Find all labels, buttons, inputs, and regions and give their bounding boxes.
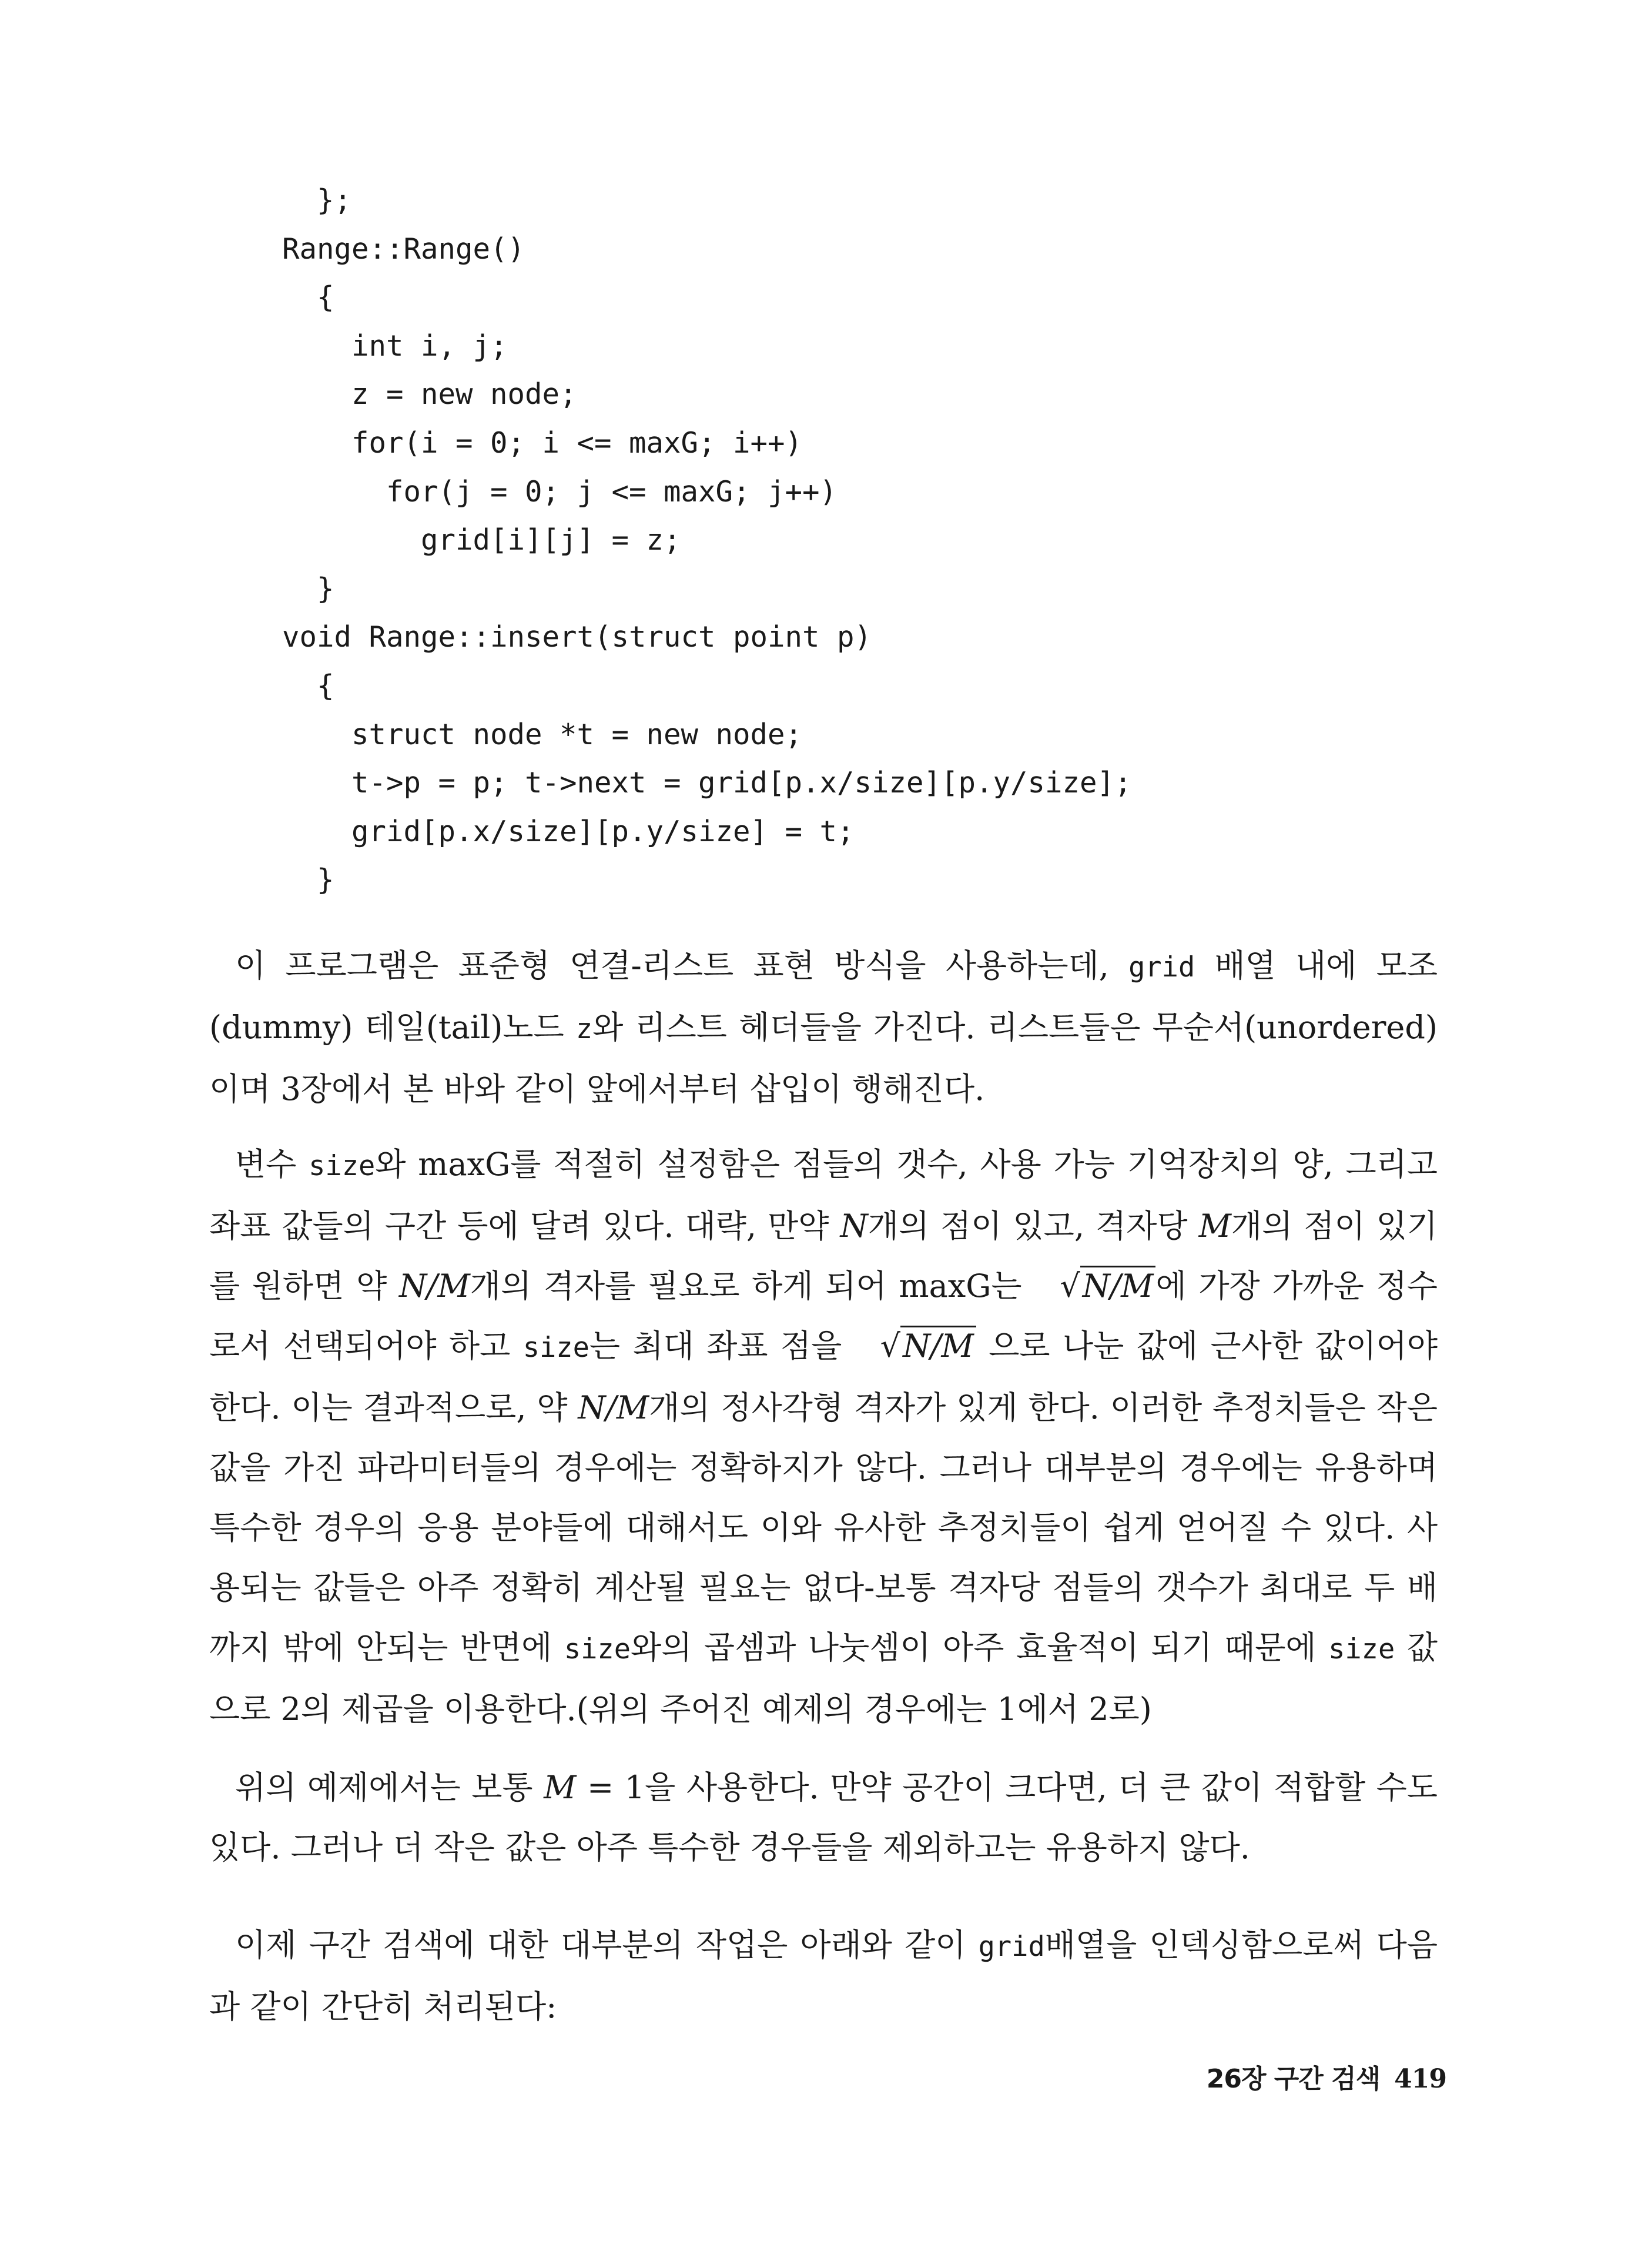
text: 와 maxG를 적절히 설정함은 점들의 갯수, 사용 가능 기억장치의 양, 그리고 좌표 값들의 구간 등에 달려 있다. 대략, 만약 <box>209 1146 1438 1245</box>
text: 개의 격자를 필요로 하게 되어 maxG는 <box>470 1267 1034 1304</box>
code-line: }; <box>282 183 352 217</box>
paragraph-3 <box>209 1758 1438 1878</box>
code-line: Range::Range() <box>282 232 525 266</box>
code-inline: grid <box>978 1931 1045 1963</box>
sqrt-expression <box>1034 1256 1155 1316</box>
text: 와의 곱셈과 나눗셈이 아주 효율적이 되기 때문에 <box>631 1629 1329 1666</box>
text: 는 최대 좌표 점을 <box>589 1327 855 1364</box>
page-number: 419 <box>1394 2064 1446 2094</box>
code-listing <box>282 176 1132 905</box>
code-line: void Range::insert(struct point p) <box>282 620 872 654</box>
text: 에 가장 가까운 정수로서 선택되어야 하고 <box>209 1267 1438 1364</box>
text: 와 리스트 헤더들을 가진다. 리스트들은 무순서(unordered)이며 3장에서 본 바와 같이 앞에서부터 삽입이 행해진다. <box>209 1009 1438 1108</box>
code-line: struct node *t = new node; <box>282 717 803 751</box>
text: 개의 정사각형 격자가 있게 한다. 이러한 추정치들은 작은 값을 가진 파라미터들의 경우에는 정확하지가 않다. 그러나 대부분의 경우에는 유용하며 특수한 경우의 응용 분야들에 대해서도 이와 유사한 추정치들이 쉽게 얻어질 수 있다. 사용되는 값들은 아주 정확히 계산될 필요는 없다-보통 격자당 점들의 갯수가 최대로 두 배까지 밖에 안되는 반면에 <box>209 1389 1438 1666</box>
code-inline: size <box>564 1633 631 1665</box>
text: 개의 점이 있고, 격자당 <box>867 1207 1199 1245</box>
code-line: int i, j; <box>282 329 508 363</box>
paragraph-2 <box>209 1135 1438 1740</box>
math-var: N <box>840 1207 868 1245</box>
math-var: M <box>1198 1207 1231 1245</box>
code-line: for(j = 0; j <= maxG; j++) <box>282 474 838 509</box>
code-inline: z <box>575 1013 593 1045</box>
sqrt-argument: N/M <box>1080 1266 1156 1304</box>
code-line: for(i = 0; i <= maxG; i++) <box>282 426 803 460</box>
code-line: { <box>282 668 334 703</box>
text: 배열 내에 모조(dummy) 테일(tail)노드 <box>209 947 1438 1046</box>
math-var: N/M <box>399 1267 470 1304</box>
sqrt-sign: √ <box>880 1327 901 1364</box>
text: 으로 나눈 값에 근사한 값이어야 한다. 이는 결과적으로, 약 <box>209 1327 1438 1426</box>
code-inline: size <box>522 1332 589 1364</box>
math-var: M <box>544 1769 577 1806</box>
code-line: t->p = p; t->next = grid[p.x/size][p.y/size]; <box>282 766 1132 800</box>
chapter-title: 26장 구간 검색 <box>1206 2064 1381 2094</box>
code-line: grid[i][j] = z; <box>282 523 681 557</box>
text: 이 프로그램은 표준형 연결-리스트 표현 방식을 사용하는데, <box>235 947 1129 984</box>
sqrt-argument: N/M <box>900 1326 976 1364</box>
page-footer <box>1207 2058 1446 2095</box>
paragraph-1 <box>209 936 1438 1119</box>
code-line: grid[p.x/size][p.y/size] = t; <box>282 814 855 848</box>
text: 배열을 인덱싱함으로써 다음과 같이 간단히 처리된다: <box>209 1926 1438 2025</box>
sqrt-expression <box>855 1316 976 1376</box>
code-inline: grid <box>1128 951 1195 984</box>
code-inline: size <box>309 1150 376 1182</box>
sqrt-sign: √ <box>1060 1267 1080 1304</box>
code-line: } <box>282 571 334 606</box>
text: 개의 점이 있기를 원하면 약 <box>209 1207 1438 1304</box>
paragraph-4 <box>209 1915 1438 2037</box>
math-var: N/M <box>578 1389 649 1426</box>
code-line: z = new node; <box>282 377 577 412</box>
text: 값으로 2의 제곱을 이용한다.(위의 주어진 예제의 경우에는 1에서 2로) <box>209 1629 1438 1728</box>
text: = 1을 사용한다. 만약 공간이 크다면, 더 큰 값이 적합할 수도 있다. 그러나 더 작은 값은 아주 특수한 경우들을 제외하고는 유용하지 않다. <box>209 1769 1438 1866</box>
code-inline: size <box>1328 1633 1395 1665</box>
text: 이제 구간 검색에 대한 대부분의 작업은 아래와 같이 <box>235 1926 979 1963</box>
code-line: { <box>282 280 334 315</box>
text: 변수 <box>235 1146 309 1183</box>
text: 위의 예제에서는 보통 <box>235 1769 544 1806</box>
code-line: } <box>282 863 334 897</box>
